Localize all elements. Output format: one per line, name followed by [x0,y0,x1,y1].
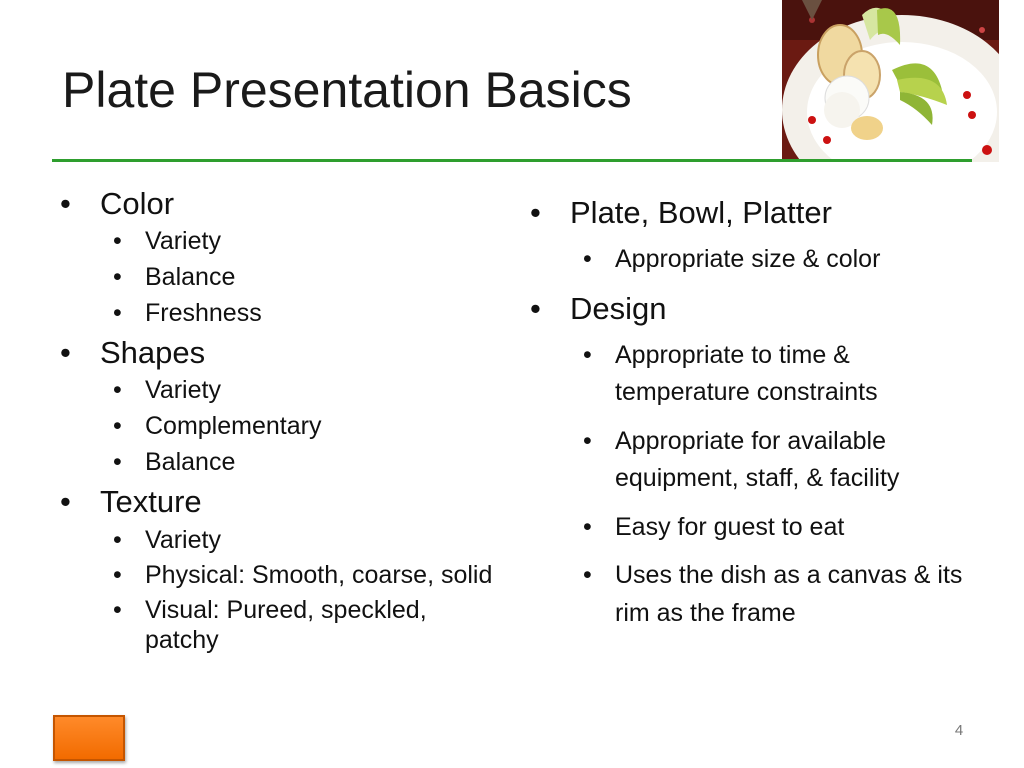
bullet-texture: • Texture [60,484,202,520]
slide-title: Plate Presentation Basics [62,62,632,118]
sub-bullet: • Uses the dish as a canvas & its rim as the frame [583,561,963,627]
orange-action-button[interactable] [53,715,125,761]
sub-bullet-label: Appropriate size & color [615,245,881,274]
bullet-label: Plate, Bowl, Platter [570,195,832,230]
bullet-label: Shapes [100,335,206,371]
sub-bullet-label: Visual: Pureed, speckled, patchy [145,596,427,654]
sub-bullet: • Physical: Smooth, coarse, solid [113,560,493,589]
sub-bullet: • Easy for guest to eat [583,512,845,541]
sub-bullet: • Balance [113,448,236,477]
bullet-shapes: • Shapes [60,335,206,371]
sub-bullet-label: Variety [145,525,221,554]
bullet-label: Design [570,290,667,326]
sub-bullet-label: Complementary [145,412,322,441]
sub-bullet: • Appropriate to time & temperature constraints [583,340,878,407]
bullet-plate-bowl-platter: • Plate, Bowl, Platter [530,195,832,230]
right-bullet-list [528,188,978,643]
plated-dessert-photo [782,0,999,162]
bullet-label: Texture [100,484,202,520]
sub-bullet-label: Physical: Smooth, coarse, solid [145,560,493,589]
title-underline [52,159,972,162]
sub-bullet-label: Appropriate for available equipment, staff, & facility [615,426,900,493]
sub-bullet-label: Easy for guest to eat [615,512,845,541]
left-bullet-list [58,180,498,661]
sub-bullet-label: Variety [145,227,221,256]
sub-bullet-label: Variety [145,376,221,405]
bullet-design: • Design [530,290,667,326]
sub-bullet: • Variety [113,376,221,405]
plated-dessert-image [782,0,999,162]
sub-bullet: • Variety [113,227,221,256]
sub-bullet-label: Appropriate to time & temperature constraints [615,340,878,407]
sub-bullet: • Balance [113,263,236,292]
sub-bullet: • Visual: Pureed, speckled, patchy [113,596,427,654]
bullet-color: • Color [60,186,175,221]
page-number: 4 [954,722,964,739]
sub-bullet-label: Uses the dish as a canvas & its rim as the frame [615,561,963,627]
sub-bullet-label: Balance [145,448,236,477]
sub-bullet-label: Freshness [145,299,262,328]
sub-bullet-label: Balance [145,263,236,292]
sub-bullet: • Complementary [113,412,322,441]
sub-bullet: • Appropriate for available equipment, staff, & facility [583,426,900,493]
sub-bullet: • Freshness [113,299,262,328]
sub-bullet: • Variety [113,525,221,554]
bullet-label: Color [100,186,175,221]
sub-bullet: • Appropriate size & color [583,245,881,274]
